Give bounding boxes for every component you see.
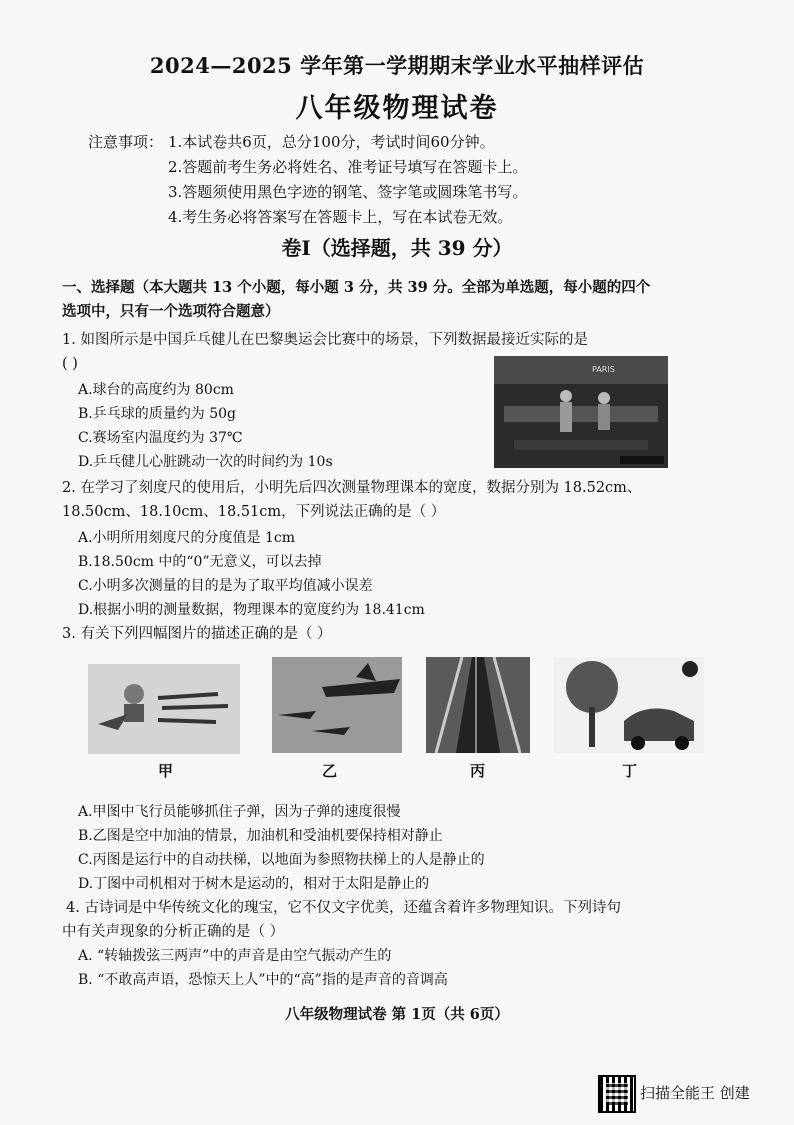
image-caption-bing: 丙	[470, 762, 486, 780]
escalator-image	[426, 657, 530, 753]
image-caption-jia: 甲	[158, 762, 174, 780]
image-caption-ding: 丁	[622, 762, 638, 780]
paris-banner-text: PARIS	[592, 365, 615, 374]
section-instruction: 选项中，只有一个选项符合题意）	[62, 303, 280, 320]
question-3-option-d: D.丁图中司机相对于树木是运动的，相对于太阳是静止的	[78, 876, 430, 892]
question-3-stem: 3. 有关下列四幅图片的描述正确的是（ ）	[62, 626, 332, 642]
table-tennis-photo	[494, 356, 668, 468]
question-1-option-d: D.乒乓健儿心脏跳动一次的时间约为 10s	[78, 454, 333, 470]
note-item: 4.考生务必将答案写在答题卡上，写在本试卷无效。	[168, 208, 513, 226]
question-1-option-a: A.球台的高度约为 80cm	[78, 382, 234, 398]
aerial-refueling-image	[272, 657, 402, 753]
section-title: 卷Ⅰ（选择题，共 39 分）	[281, 236, 513, 260]
pilot-catching-bullet-image	[88, 664, 240, 754]
question-4-option-b: B. “不敢高声语，恐惊天上人”中的“高”指的是声音的音调高	[78, 972, 448, 988]
question-1-option-c: C.赛场室内温度约为 37℃	[78, 430, 243, 446]
image-caption-yi: 乙	[322, 762, 338, 780]
question-3-option-b: B.乙图是空中加油的情景，加油机和受油机要保持相对静止	[78, 828, 443, 844]
question-3-option-a: A.甲图中飞行员能够抓住子弹，因为子弹的速度很慢	[78, 804, 401, 820]
qr-code-icon	[598, 1075, 636, 1113]
note-item: 2.答题前考生务必将姓名、准考证号填写在答题卡上。	[168, 158, 528, 176]
question-2-stem: 2. 在学习了刻度尺的使用后，小明先后四次测量物理课本的宽度，数据分别为 18.52cm、	[62, 480, 642, 496]
note-item: 1.本试卷共6页，总分100分，考试时间60分钟。	[168, 133, 495, 151]
question-3-option-c: C.丙图是运行中的自动扶梯，以地面为参照物扶梯上的人是静止的	[78, 852, 485, 868]
question-1-option-b: B.乒乓球的质量约为 50g	[78, 406, 236, 422]
page-footer: 八年级物理试卷 第 1页（共 6页）	[285, 1006, 509, 1023]
notes-block	[88, 130, 527, 230]
driving-car-image	[554, 657, 704, 753]
question-2-option-c: C.小明多次测量的目的是为了取平均值减小误差	[78, 578, 373, 594]
notes-label: 注意事项：	[88, 133, 164, 151]
question-1-bracket: ( )	[62, 356, 78, 372]
exam-subtitle: 八年级物理试卷	[295, 93, 499, 124]
question-2-stem: 18.50cm、18.10cm、18.51cm，下列说法正确的是（ ）	[62, 504, 446, 520]
question-1-stem: 1. 如图所示是中国乒乓健儿在巴黎奥运会比赛中的场景，下列数据最接近实际的是	[62, 332, 588, 348]
question-4-stem: 中有关声现象的分析正确的是（ ）	[62, 924, 285, 940]
exam-title: 2024—2025 学年第一学期期末学业水平抽样评估	[149, 53, 645, 78]
question-2-option-d: D.根据小明的测量数据，物理课本的宽度约为 18.41cm	[78, 602, 425, 618]
question-4-stem: 4. 古诗词是中华传统文化的瑰宝，它不仅文字优美，还蕴含着许多物理知识。下列诗句	[66, 900, 621, 916]
question-2-option-b: B.18.50cm 中的“0”无意义，可以去掉	[78, 554, 322, 570]
question-2-option-a: A.小明所用刻度尺的分度值是 1cm	[78, 530, 296, 546]
scanner-watermark: 扫描全能王 创建	[640, 1084, 750, 1102]
section-instruction: 一、选择题（本大题共 13 个小题，每小题 3 分，共 39 分。全部为单选题，每小题的四个	[62, 279, 651, 296]
note-item: 3.答题须使用黑色字迹的钢笔、签字笔或圆珠笔书写。	[168, 183, 528, 201]
question-4-option-a: A. “转轴拨弦三两声”中的声音是由空气振动产生的	[78, 948, 392, 964]
